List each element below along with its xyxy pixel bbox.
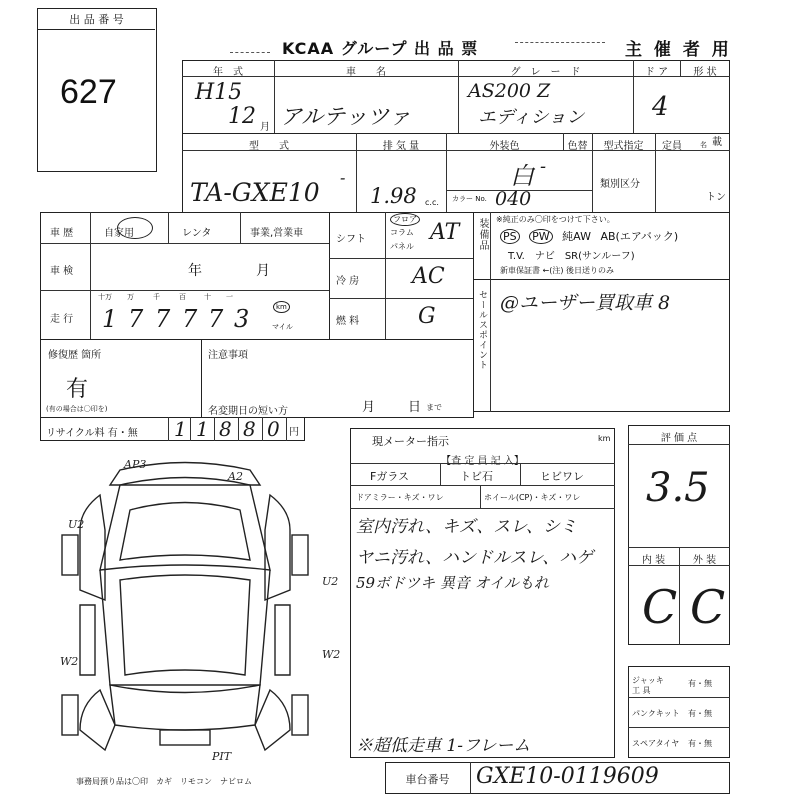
private-use: 自家用 (104, 228, 134, 239)
displacement-label: 排 気 量 (382, 141, 420, 152)
month-unit: 月 (260, 122, 270, 133)
displacement: 1.98 (370, 184, 417, 208)
chassis-number-label: 車台番号 (405, 773, 450, 786)
name-change-label: 名変期日の短い方 (208, 406, 288, 417)
puncture-kit-choice: 有・無 (688, 709, 712, 718)
warranty-note: 新車保証書 ←(注) 後日送りのみ (500, 266, 615, 275)
capacity-unit: 名 (700, 141, 707, 149)
mileage-digit: 1 (102, 305, 118, 333)
fuel-label: 燃 料 (336, 316, 360, 327)
grade-line1: AS200 Z (468, 80, 551, 102)
model-year: H15 (195, 80, 243, 105)
mileage-digits (100, 303, 265, 333)
spare-tire-label: スペアタイヤ (632, 739, 680, 748)
grade-label: グ レ ー ド (510, 67, 581, 78)
power-steering-option: PS (500, 229, 520, 244)
stone-chip-label: トビ石 (460, 470, 493, 483)
door-mirror-label: ドアミラー・キズ・ワレ (356, 493, 444, 502)
recycle-digit: 8 (219, 417, 232, 441)
mark-w2-right: W2 (322, 648, 341, 661)
type-designation-label: 型式指定 (603, 141, 644, 152)
lot-number-label: 出 品 番 号 (38, 11, 155, 30)
form-title: KCAA グループ 出 品 票 (282, 39, 479, 58)
sales-point-label: セールスポイント (477, 290, 487, 370)
lot-number: 627 (60, 73, 117, 111)
model-month: 12 (228, 104, 256, 129)
spare-tire-choice: 有・無 (688, 739, 712, 748)
puncture-kit-label: パンクキット (632, 709, 680, 718)
mileage-label: 走 行 (50, 314, 74, 325)
fuel-value: G (418, 304, 436, 329)
mark-u2-left: U2 (68, 518, 85, 531)
footer-note: 事務局預り品は〇印 カギ リモコン ナビロム (76, 777, 252, 786)
car-name: アルテッツァ (280, 105, 411, 130)
sales-point-text: @ユーザー買取車 8 (500, 292, 671, 314)
cc-unit: c.c. (425, 198, 439, 207)
mileage-digit: 7 (155, 305, 171, 333)
color-no-label: カラー No. (452, 195, 487, 203)
caution-until: まで (426, 403, 442, 412)
inspector-note-3: 59ボドツキ 異音 オイルもれ (356, 574, 549, 592)
mileage-digit: 7 (128, 305, 144, 333)
alloy-wheel-option: 純AW (562, 230, 591, 243)
inspector-note-1: 室内汚れ、キズ、スレ、シミ (356, 517, 577, 537)
mileage-digit: 7 (208, 305, 224, 333)
business-use: 事業,営業車 (250, 228, 304, 239)
lot-number-box (37, 8, 157, 172)
chassis-number: GXE10-0119609 (476, 764, 659, 789)
wheel-label: ホイール(CP)・キズ・ワレ (484, 493, 581, 502)
interior-grade: C (642, 580, 678, 634)
equipment-line2: T.V. ナビ SR(サンルーフ) (508, 251, 635, 262)
recycle-digit: 0 (267, 417, 280, 441)
exterior-color: 白 (510, 162, 534, 190)
jack-tools-choice: 有・無 (688, 679, 712, 688)
organizer-label: 主 催 者 用 (625, 40, 732, 60)
year-label: 年 式 (213, 67, 243, 78)
shape-label: 形 状 (693, 67, 717, 78)
car-name-label: 車 名 (346, 67, 386, 78)
front-glass-label: Fガラス (370, 470, 409, 483)
inspection-year-unit: 年 (188, 263, 202, 279)
ac-value: AC (412, 264, 445, 289)
score-label: 評 価 点 (660, 433, 698, 444)
doors: 4 (652, 92, 669, 122)
grade-line2: エディション (478, 107, 585, 128)
model-code-label: 型 式 (249, 141, 289, 152)
km-unit: km (273, 301, 290, 313)
private-use-circle (117, 217, 153, 239)
frame-note: ※超低走車 1-フレーム (356, 736, 531, 756)
recycle-digit: 8 (243, 417, 256, 441)
caution-day-unit: 日 (408, 400, 422, 415)
mark-a2: A2 (228, 470, 243, 483)
caution-month-unit: 月 (362, 400, 376, 415)
recycle-label: リサイクル料 有・無 (46, 428, 138, 439)
repair-note: (有の場合は〇印を) (46, 405, 108, 413)
shift-label: シフト (336, 234, 366, 245)
inspector-section-label: 【査 定 員 記 入】 (441, 456, 524, 467)
exterior-color-label: 外装色 (489, 141, 520, 152)
mile-unit: マイル (272, 323, 293, 331)
color-number: 040 (495, 188, 532, 210)
repair-history-value: 有 (66, 377, 89, 402)
meter-label: 現メーター指示 (372, 435, 449, 448)
capacity-label: 定員 (662, 141, 682, 152)
jack-tools-label: ジャッキ 工 具 (632, 676, 664, 695)
meter-km-unit: km (598, 434, 611, 443)
overall-score: 3.5 (646, 465, 710, 511)
power-window-option: PW (529, 229, 553, 244)
category-label: 類別区分 (600, 179, 640, 190)
model-dash: - (340, 168, 346, 187)
yen-unit: 円 (289, 427, 299, 438)
caution-label: 注意事項 (208, 350, 248, 361)
mark-pit: PIT (212, 750, 232, 763)
inspection-month-unit: 月 (256, 263, 270, 279)
load-label: 載 (712, 137, 722, 148)
history-label: 車 歴 (50, 228, 74, 239)
recycle-digits (168, 417, 305, 441)
interior-label: 内 装 (641, 555, 666, 566)
mileage-digit: 3 (234, 305, 250, 333)
mark-w2-left: W2 (60, 655, 79, 668)
mark-u2-right: U2 (322, 575, 339, 588)
ac-label: 冷 房 (336, 276, 360, 287)
car-damage-diagram (60, 450, 350, 770)
ton-unit: トン (706, 192, 726, 203)
crack-label: ヒビワレ (540, 470, 584, 483)
model-code: TA-GXE10 (190, 178, 320, 207)
equipment-options (500, 228, 678, 244)
repair-history-label: 修復歴 箇所 (48, 350, 102, 361)
exterior-grade: C (690, 580, 726, 634)
inspector-note-2: ヤニ汚れ、ハンドルスレ、ハゲ (356, 548, 594, 568)
recycle-digit: 1 (174, 417, 187, 441)
equipment-side-label: 装備品 (477, 218, 488, 251)
shift-value: AT (430, 220, 460, 245)
rental: レンタ (182, 228, 212, 239)
exterior-label: 外 装 (692, 555, 717, 566)
mileage-digit: 7 (182, 305, 198, 333)
color-change-label: 色替 (567, 141, 588, 152)
color-dash: - (540, 156, 547, 177)
doors-label: ド ア (644, 67, 669, 78)
inspection-label: 車 検 (50, 266, 74, 277)
airbag-option: AB(エアバック) (600, 230, 679, 243)
equipment-note: ※純正のみ〇印をつけて下さい。 (496, 215, 615, 224)
recycle-digit: 1 (196, 417, 209, 441)
mark-ap3: AP3 (124, 458, 147, 471)
